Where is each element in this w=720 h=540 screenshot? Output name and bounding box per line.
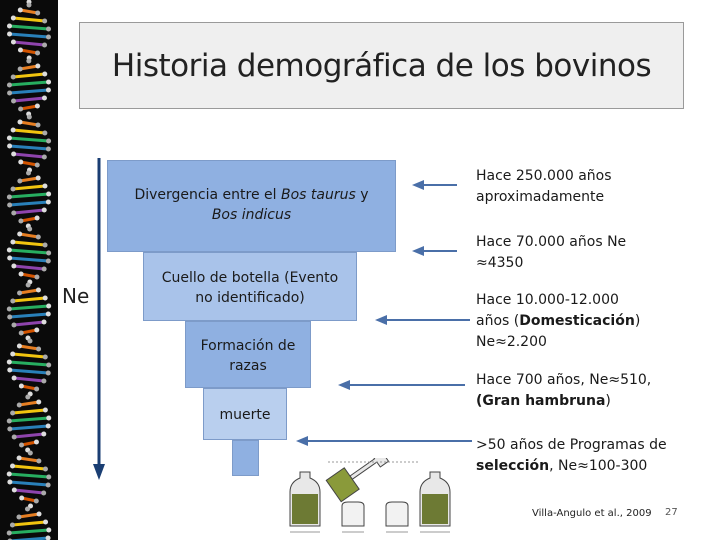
timeline-arrows (280, 160, 480, 460)
dna-strip-decoration (0, 0, 58, 540)
note-great-famine: Hace 700 años, Ne≈510, (Gran hambruna) (476, 372, 652, 409)
tier-divergence-label: Divergencia entre el Bos taurus y Bos indicus (134, 187, 369, 223)
page-number: 27 (665, 507, 678, 518)
note-selection-programs: >50 años de Programas de selección, Ne≈100-300 (476, 437, 667, 474)
bottleneck-bottles-illustration (288, 458, 456, 538)
slide-title: Historia demográfica de los bovinos (111, 47, 652, 84)
note-domestication: Hace 10.000-12.000 años (Domesticación) Ne≈2.200 (476, 292, 641, 350)
citation: Villa-Angulo et al., 2009 (532, 508, 652, 519)
tier-bottleneck-label: Cuello de botella (Evento no identificado) (161, 270, 339, 306)
tier-breed-formation-label: Formación de razas (200, 338, 296, 374)
title-box (79, 22, 684, 109)
note-250k-years: Hace 250.000 años aproximadamente (476, 168, 612, 205)
tier-death (203, 388, 287, 440)
ne-axis-label: Ne (62, 284, 90, 308)
tier-selection (232, 440, 259, 476)
note-70k-years: Hace 70.000 años Ne ≈4350 (476, 234, 627, 271)
tier-death-label: muerte (219, 407, 271, 423)
ne-axis-arrow (92, 158, 106, 483)
